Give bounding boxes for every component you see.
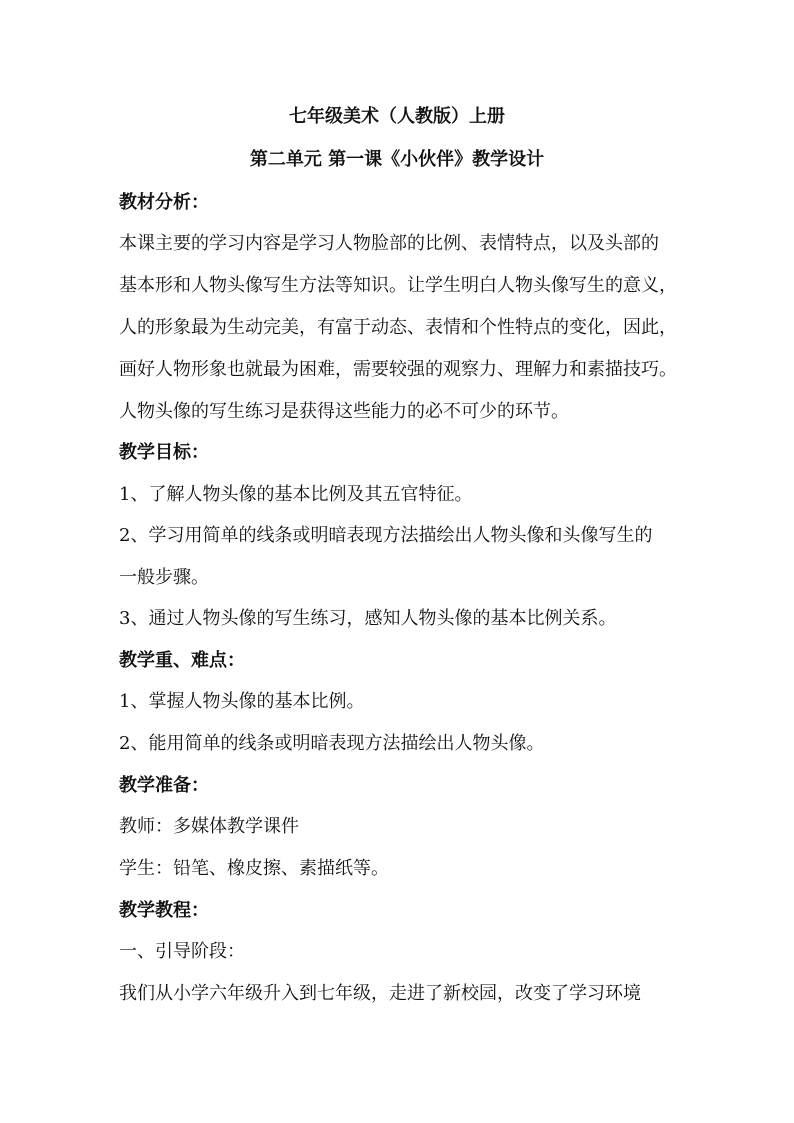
- list-item: 3、通过人物头像的写生练习，感知人物头像的基本比例关系。: [119, 608, 617, 629]
- process-step-heading: 一、引导阶段：: [119, 941, 245, 962]
- paragraph-line: 人的形象最为生动完美，有富于动态、表情和个性特点的变化，因此，: [119, 317, 677, 338]
- paragraph-line: 人物头像的写生练习是获得这些能力的必不可少的环节。: [119, 401, 569, 422]
- paragraph-line: 画好人物形象也就最为困难，需要较强的观察力、理解力和素描技巧。: [119, 359, 677, 380]
- section-heading-process: 教学教程：: [119, 900, 209, 921]
- prep-item: 学生：铅笔、橡皮擦、素描纸等。: [119, 858, 389, 879]
- list-item: 1、掌握人物头像的基本比例。: [119, 691, 365, 712]
- list-item: 1、了解人物头像的基本比例及其五官特征。: [119, 484, 473, 505]
- list-item-continuation: 一般步骤。: [119, 567, 209, 588]
- list-item: 2、学习用简单的线条或明暗表现方法描绘出人物头像和头像写生的: [119, 525, 653, 546]
- paragraph-line: 基本形和人物头像写生方法等知识。让学生明白人物头像写生的意义，: [119, 275, 677, 296]
- section-heading-preparation: 教学准备：: [119, 775, 209, 796]
- paragraph-line: 我们从小学六年级升入到七年级，走进了新校园，改变了学习环境: [119, 983, 641, 1004]
- document-title: 七年级美术（人教版）上册: [289, 106, 505, 127]
- section-heading-key-points: 教学重、难点：: [119, 650, 245, 671]
- section-heading-material: 教材分析：: [119, 192, 209, 213]
- paragraph-line: 本课主要的学习内容是学习人物脸部的比例、表情特点，以及头部的: [119, 233, 659, 254]
- prep-item: 教师：多媒体教学课件: [119, 816, 299, 837]
- document-subtitle: 第二单元 第一课《小伙伴》教学设计: [249, 149, 545, 170]
- list-item: 2、能用简单的线条或明暗表现方法描绘出人物头像。: [119, 733, 545, 754]
- section-heading-goals: 教学目标：: [119, 442, 209, 463]
